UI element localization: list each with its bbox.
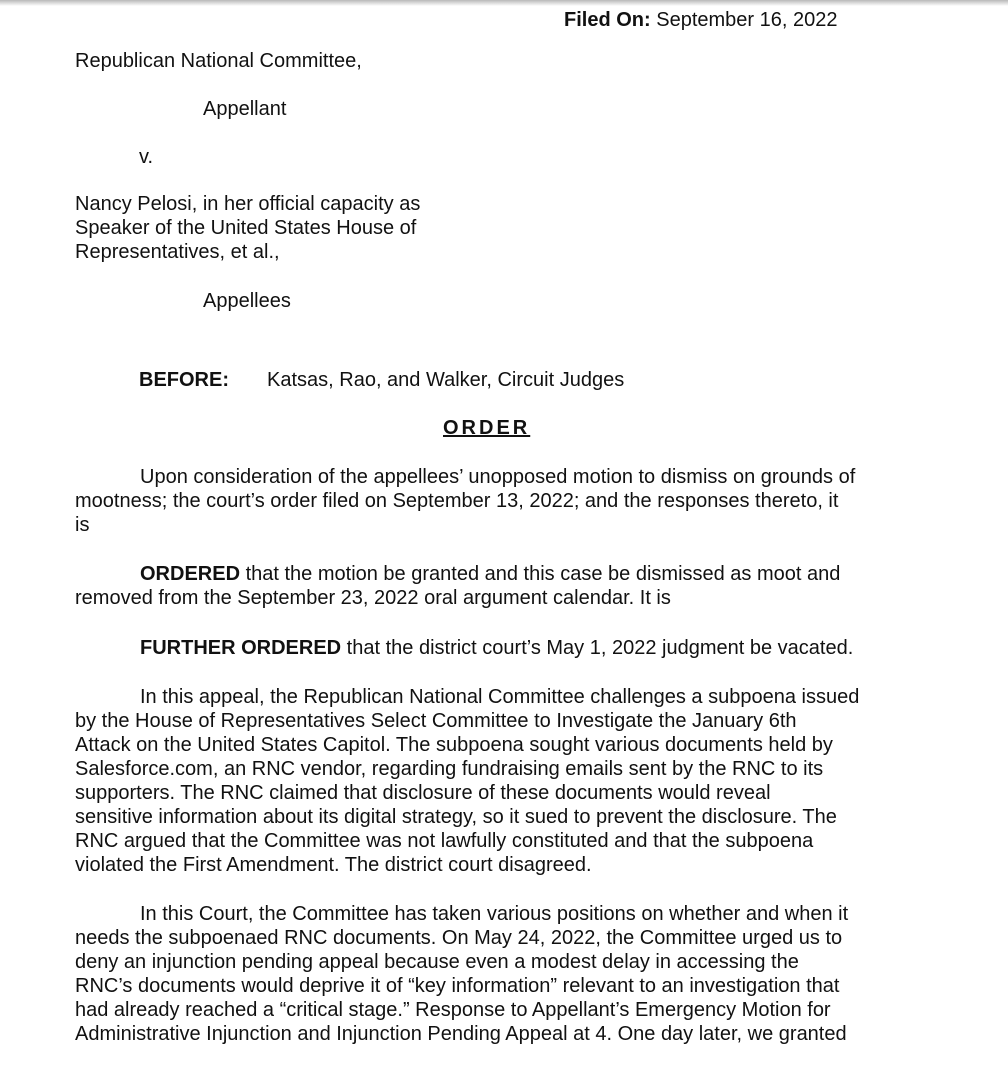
- paragraph-line: In this appeal, the Republican National Committee challenges a subpoena issued: [140, 686, 860, 708]
- appellant-role: Appellant: [203, 98, 287, 120]
- paragraph-line: violated the First Amendment. The district court disagreed.: [75, 854, 592, 876]
- paragraph-line: Attack on the United States Capitol. The subpoena sought various documents held by: [75, 734, 833, 756]
- paragraph-line: Salesforce.com, an RNC vendor, regarding fundraising emails sent by the RNC to its: [75, 758, 824, 780]
- before-label: [139, 368, 229, 392]
- paragraph-line: by the House of Representatives Select Committee to Investigate the January 6th: [75, 710, 797, 732]
- court-paragraph: [75, 902, 925, 1046]
- paragraph-line: sensitive information about its digital strategy, so it sued to prevent the disclosure. The: [75, 806, 837, 828]
- filed-on-line: [564, 8, 837, 32]
- order-title: ORDER: [443, 417, 531, 439]
- consideration-paragraph: [75, 465, 925, 537]
- appellee-role: Appellees: [203, 290, 291, 312]
- paragraph-line: needs the subpoenaed RNC documents. On May 24, 2022, the Committee urged us to: [75, 927, 843, 949]
- before-heading: BEFORE:: [139, 369, 229, 391]
- paragraph-line: supporters. The RNC claimed that disclosure of these documents would reveal: [75, 782, 771, 804]
- filed-on-date: September 16, 2022: [656, 9, 838, 31]
- appellee-line: Nancy Pelosi, in her official capacity as: [75, 193, 421, 215]
- paragraph-line: removed from the September 23, 2022 oral argument calendar. It is: [75, 587, 671, 609]
- paragraph-line: deny an injunction pending appeal because even a modest delay in accessing the: [75, 951, 799, 973]
- paragraph-line: RNC argued that the Committee was not lawfully constituted and that the subpoena: [75, 830, 814, 852]
- filed-on-label: Filed On:: [564, 9, 651, 31]
- paragraph-line: mootness; the court’s order filed on September 13, 2022; and the responses thereto, it: [75, 490, 839, 512]
- further-ordered-lead: FURTHER ORDERED: [140, 637, 342, 659]
- appeal-paragraph: [75, 685, 925, 877]
- further-ordered-text: that the district court’s May 1, 2022 judgment be vacated.: [341, 637, 854, 659]
- judges: Katsas, Rao, and Walker, Circuit Judges: [267, 369, 625, 391]
- ordered-paragraph: [75, 562, 925, 610]
- paragraph-line: Administrative Injunction and Injunction Pending Appeal at 4. One day later, we granted: [75, 1023, 847, 1045]
- versus: v.: [139, 146, 154, 168]
- paragraph-line: Upon consideration of the appellees’ unopposed motion to dismiss on grounds of: [140, 466, 856, 488]
- appellant-name: Republican National Committee,: [75, 50, 362, 72]
- ordered-lead: ORDERED: [140, 563, 241, 585]
- top-shadow: [0, 0, 1008, 6]
- appellee-name: [75, 192, 925, 264]
- paragraph-line: is: [75, 514, 90, 536]
- further-ordered-paragraph: [75, 636, 925, 660]
- paragraph-line: In this Court, the Committee has taken various positions on whether and when it: [140, 903, 849, 925]
- paragraph-line: [75, 636, 925, 660]
- paragraph-line: RNC’s documents would deprive it of “key information” relevant to an investigation that: [75, 975, 840, 997]
- ordered-text: that the motion be granted and this case be dismissed as moot and: [240, 563, 841, 585]
- paragraph-line: [75, 562, 925, 586]
- paragraph-line: had already reached a “critical stage.” Response to Appellant’s Emergency Motion for: [75, 999, 831, 1021]
- appellee-line: Representatives, et al.,: [75, 241, 280, 263]
- appellee-line: Speaker of the United States House of: [75, 217, 417, 239]
